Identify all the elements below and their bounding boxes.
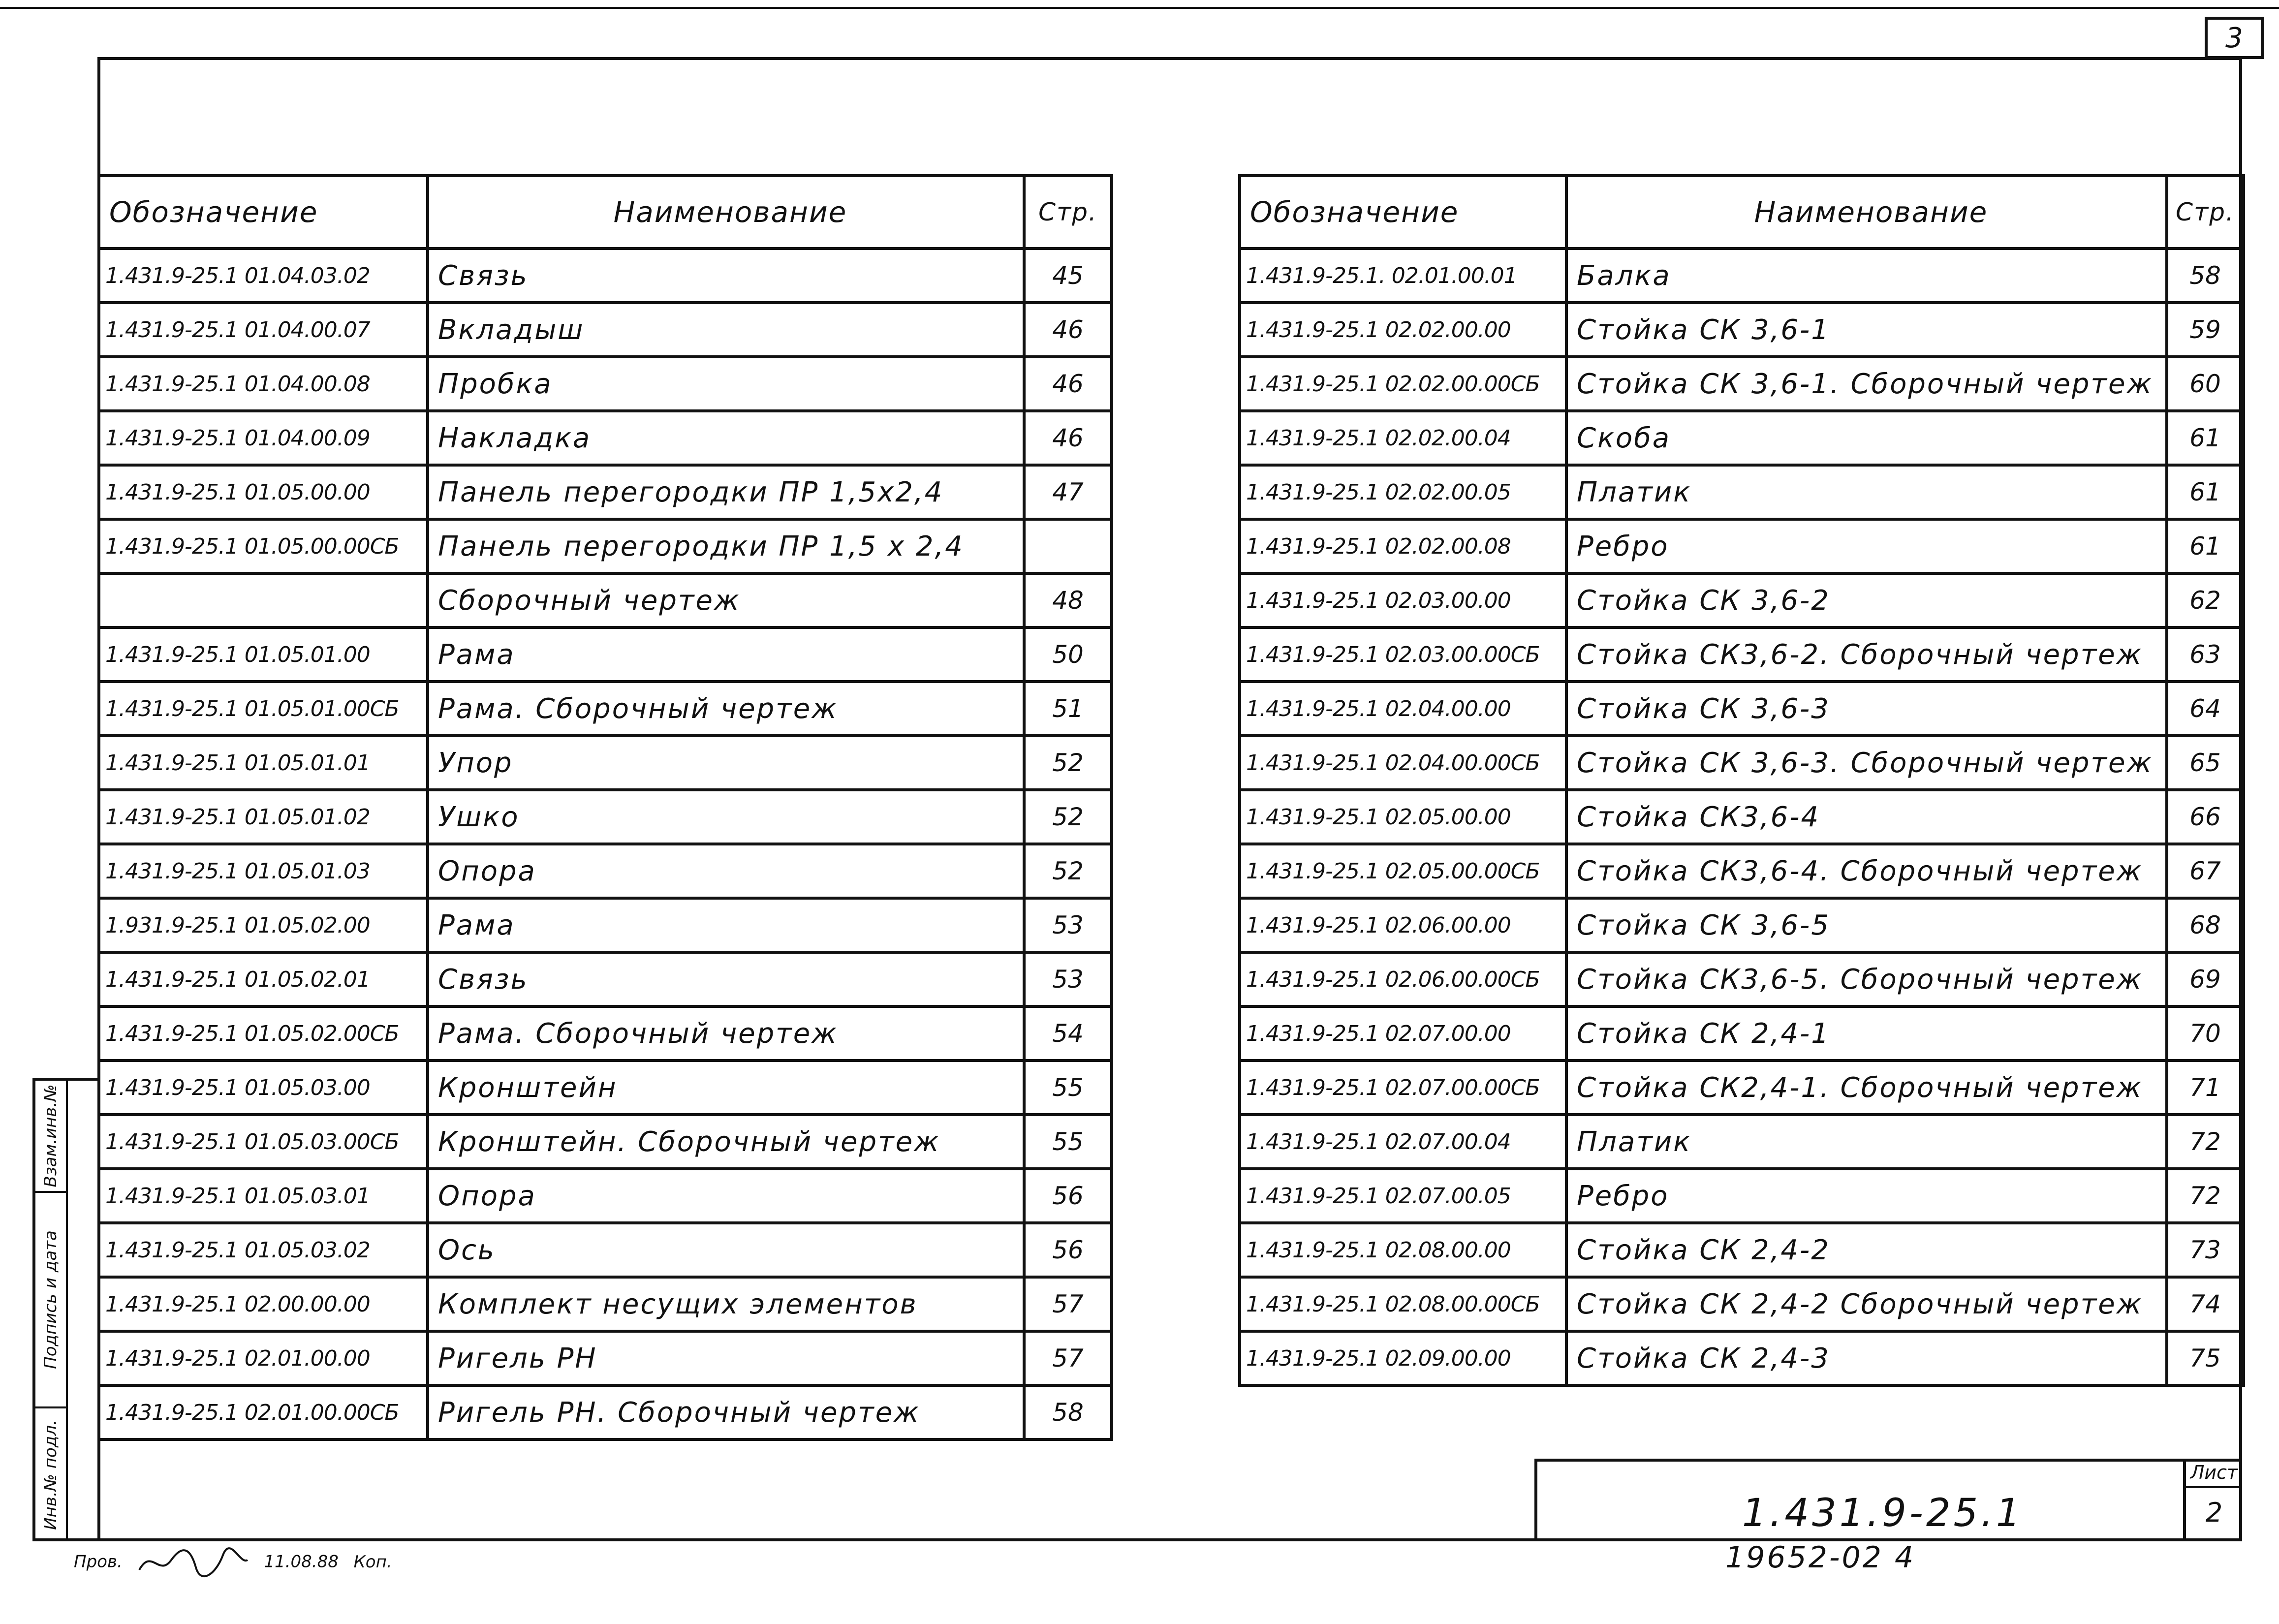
page-cell: 51 xyxy=(1024,682,1112,736)
name-cell: Стойка СК 2,4-2 Сборочный чертеж xyxy=(1566,1277,2167,1331)
document-code: 1.431.9-25.1 xyxy=(1742,1491,2024,1535)
name-cell: Стойка СК 2,4-2 xyxy=(1566,1223,2167,1277)
name-cell: Ригель РН. Сборочный чертеж xyxy=(428,1385,1024,1439)
table-row xyxy=(99,790,1112,844)
name-cell: Опора xyxy=(428,844,1024,898)
name-cell: Кронштейн xyxy=(428,1061,1024,1115)
table-row xyxy=(99,1385,1112,1439)
designation-cell: 1.431.9-25.1 02.07.00.00СБ xyxy=(1240,1061,1566,1115)
sheet-number: 2 xyxy=(2205,1497,2223,1528)
table-row xyxy=(1240,1331,2244,1385)
name-cell: Опора xyxy=(428,1169,1024,1223)
table-row xyxy=(1240,952,2244,1006)
designation-cell: 1.431.9-25.1 02.05.00.00 xyxy=(1240,790,1566,844)
designation-cell: 1.431.9-25.1 01.05.01.02 xyxy=(99,790,428,844)
designation-cell: 1.431.9-25.1 02.02.00.05 xyxy=(1240,465,1566,519)
side-stamp-original-inv xyxy=(35,1408,68,1541)
designation-cell: 1.431.9-25.1 02.07.00.04 xyxy=(1240,1115,1566,1169)
name-cell: Панель перегородки ПР 1,5 х 2,4 xyxy=(428,519,1024,573)
signature-role: Пров. xyxy=(74,1552,123,1572)
table-row xyxy=(1240,1115,2244,1169)
designation-cell: 1.431.9-25.1 01.05.03.00 xyxy=(99,1061,428,1115)
name-cell: Ушко xyxy=(428,790,1024,844)
designation-cell: 1.431.9-25.1 01.05.01.00 xyxy=(99,627,428,682)
designation-cell: 1.431.9-25.1 02.03.00.00 xyxy=(1240,573,1566,627)
page-cell: 59 xyxy=(2167,303,2244,357)
table-row xyxy=(99,736,1112,790)
header-page: Стр. xyxy=(1024,176,1112,249)
designation-cell: 1.431.9-25.1. 02.01.00.01 xyxy=(1240,249,1566,303)
name-cell: Рама xyxy=(428,898,1024,952)
table-row xyxy=(1240,573,2244,627)
table-row xyxy=(99,1061,1112,1115)
page-cell: 63 xyxy=(2167,627,2244,682)
table-row xyxy=(99,1115,1112,1169)
name-cell: Пробка xyxy=(428,357,1024,411)
table-row xyxy=(1240,736,2244,790)
sheet-label: Лист xyxy=(2186,1459,2242,1488)
designation-cell: 1.431.9-25.1 01.05.00.00СБ xyxy=(99,519,428,573)
table-row xyxy=(1240,249,2244,303)
table-row xyxy=(99,519,1112,573)
signature-date: 11.08.88 xyxy=(264,1552,339,1572)
designation-cell: 1.431.9-25.1 02.06.00.00СБ xyxy=(1240,952,1566,1006)
designation-cell: 1.431.9-25.1 02.02.00.08 xyxy=(1240,519,1566,573)
table-row xyxy=(1240,465,2244,519)
page-cell: 73 xyxy=(2167,1223,2244,1277)
page-cell: 64 xyxy=(2167,682,2244,736)
side-stamp-label: Взам.инв.№ xyxy=(41,1084,61,1187)
name-cell: Связь xyxy=(428,249,1024,303)
name-cell: Рама. Сборочный чертеж xyxy=(428,1006,1024,1061)
designation-cell: 1.431.9-25.1 01.05.01.01 xyxy=(99,736,428,790)
name-cell: Стойка СК 3,6-5 xyxy=(1566,898,2167,952)
name-cell: Ось xyxy=(428,1223,1024,1277)
page-cell: 55 xyxy=(1024,1115,1112,1169)
designation-cell: 1.431.9-25.1 01.05.01.00СБ xyxy=(99,682,428,736)
table-row xyxy=(99,573,1112,627)
name-cell: Скоба xyxy=(1566,411,2167,465)
table-row xyxy=(99,898,1112,952)
designation-cell: 1.431.9-25.1 02.06.00.00 xyxy=(1240,898,1566,952)
sheet-box xyxy=(2183,1459,2242,1541)
side-stamp-label: Инв.№ подл. xyxy=(41,1420,61,1530)
table-row xyxy=(99,411,1112,465)
designation-cell: 1.431.9-25.1 02.07.00.00 xyxy=(1240,1006,1566,1061)
page-cell: 67 xyxy=(2167,844,2244,898)
designation-cell: 1.431.9-25.1 02.02.00.00СБ xyxy=(1240,357,1566,411)
designation-cell: 1.431.9-25.1 02.02.00.00 xyxy=(1240,303,1566,357)
page-cell: 46 xyxy=(1024,357,1112,411)
table-row xyxy=(1240,682,2244,736)
designation-cell: 1.431.9-25.1 02.09.00.00 xyxy=(1240,1331,1566,1385)
signature-note: Коп. xyxy=(353,1552,392,1572)
name-cell: Вкладыш xyxy=(428,303,1024,357)
page-cell: 57 xyxy=(1024,1331,1112,1385)
page-cell: 61 xyxy=(2167,519,2244,573)
table-row xyxy=(1240,1169,2244,1223)
designation-cell: 1.431.9-25.1 01.04.00.08 xyxy=(99,357,428,411)
designation-cell: 1.431.9-25.1 01.04.03.02 xyxy=(99,249,428,303)
designation-cell: 1.431.9-25.1 01.05.01.03 xyxy=(99,844,428,898)
designation-cell: 1.431.9-25.1 01.04.00.09 xyxy=(99,411,428,465)
page-cell: 48 xyxy=(1024,573,1112,627)
designation-cell: 1.431.9-25.1 01.05.03.01 xyxy=(99,1169,428,1223)
designation-cell xyxy=(99,573,428,627)
name-cell: Комплект несущих элементов xyxy=(428,1277,1024,1331)
table-row xyxy=(99,465,1112,519)
right-spec-table xyxy=(1238,174,2245,1387)
page-cell: 46 xyxy=(1024,411,1112,465)
designation-cell: 1.431.9-25.1 02.08.00.00СБ xyxy=(1240,1277,1566,1331)
table-row xyxy=(1240,411,2244,465)
name-cell: Рама xyxy=(428,627,1024,682)
table-row xyxy=(99,682,1112,736)
page-cell: 53 xyxy=(1024,898,1112,952)
page-cell: 65 xyxy=(2167,736,2244,790)
designation-cell: 1.431.9-25.1 01.05.02.00СБ xyxy=(99,1006,428,1061)
designation-cell: 1.931.9-25.1 01.05.02.00 xyxy=(99,898,428,952)
designation-cell: 1.431.9-25.1 02.03.00.00СБ xyxy=(1240,627,1566,682)
name-cell: Стойка СК3,6-4. Сборочный чертеж xyxy=(1566,844,2167,898)
right-table-header xyxy=(1240,176,2244,249)
designation-cell: 1.431.9-25.1 02.04.00.00 xyxy=(1240,682,1566,736)
page-cell: 71 xyxy=(2167,1061,2244,1115)
table-row xyxy=(99,1006,1112,1061)
page-cell: 60 xyxy=(2167,357,2244,411)
designation-cell: 1.431.9-25.1 01.05.03.02 xyxy=(99,1223,428,1277)
name-cell: Стойка СК 3,6-3. Сборочный чертеж xyxy=(1566,736,2167,790)
page-cell: 50 xyxy=(1024,627,1112,682)
header-page: Стр. xyxy=(2167,176,2244,249)
table-row xyxy=(1240,357,2244,411)
table-row xyxy=(1240,1277,2244,1331)
page-cell: 52 xyxy=(1024,736,1112,790)
table-row xyxy=(99,627,1112,682)
page-cell: 70 xyxy=(2167,1006,2244,1061)
page-cell: 74 xyxy=(2167,1277,2244,1331)
page-cell: 54 xyxy=(1024,1006,1112,1061)
name-cell: Ригель РН xyxy=(428,1331,1024,1385)
name-cell: Ребро xyxy=(1566,1169,2167,1223)
name-cell: Стойка СК 2,4-1 xyxy=(1566,1006,2167,1061)
table-row xyxy=(99,1277,1112,1331)
table-row xyxy=(1240,844,2244,898)
table-row xyxy=(1240,627,2244,682)
table-row xyxy=(1240,1006,2244,1061)
designation-cell: 1.431.9-25.1 02.07.00.05 xyxy=(1240,1169,1566,1223)
page-cell: 57 xyxy=(1024,1277,1112,1331)
page-number: 3 xyxy=(2205,17,2264,59)
page-cell: 61 xyxy=(2167,465,2244,519)
designation-cell: 1.431.9-25.1 02.00.00.00 xyxy=(99,1277,428,1331)
table-row xyxy=(1240,1061,2244,1115)
name-cell: Стойка СК3,6-5. Сборочный чертеж xyxy=(1566,952,2167,1006)
designation-cell: 1.431.9-25.1 01.05.03.00СБ xyxy=(99,1115,428,1169)
table-row xyxy=(1240,303,2244,357)
table-row xyxy=(1240,898,2244,952)
name-cell: Платик xyxy=(1566,465,2167,519)
name-cell: Накладка xyxy=(428,411,1024,465)
header-designation: Обозначение xyxy=(99,176,428,249)
page-cell: 53 xyxy=(1024,952,1112,1006)
designation-cell: 1.431.9-25.1 02.05.00.00СБ xyxy=(1240,844,1566,898)
table-row xyxy=(99,1169,1112,1223)
left-table-header xyxy=(99,176,1112,249)
table-row xyxy=(1240,790,2244,844)
name-cell: Рама. Сборочный чертеж xyxy=(428,682,1024,736)
page-cell: 58 xyxy=(1024,1385,1112,1439)
page-cell: 68 xyxy=(2167,898,2244,952)
page-cell: 52 xyxy=(1024,844,1112,898)
name-cell: Кронштейн. Сборочный чертеж xyxy=(428,1115,1024,1169)
page-cell: 75 xyxy=(2167,1331,2244,1385)
name-cell: Стойка СК 3,6-2 xyxy=(1566,573,2167,627)
table-row xyxy=(99,952,1112,1006)
table-row xyxy=(99,1331,1112,1385)
name-cell: Связь xyxy=(428,952,1024,1006)
sheet-top-line xyxy=(0,7,2279,9)
side-stamp-signature-date xyxy=(35,1193,68,1408)
signature-line xyxy=(74,1545,392,1580)
page-cell: 55 xyxy=(1024,1061,1112,1115)
designation-cell: 1.431.9-25.1 01.04.00.07 xyxy=(99,303,428,357)
page-cell: 47 xyxy=(1024,465,1112,519)
name-cell: Стойка СК 2,4-3 xyxy=(1566,1331,2167,1385)
table-row xyxy=(99,249,1112,303)
page-cell: 52 xyxy=(1024,790,1112,844)
name-cell: Панель перегородки ПР 1,5х2,4 xyxy=(428,465,1024,519)
designation-cell: 1.431.9-25.1 01.05.00.00 xyxy=(99,465,428,519)
designation-cell: 1.431.9-25.1 02.02.00.04 xyxy=(1240,411,1566,465)
left-spec-table xyxy=(97,174,1113,1441)
side-stamp-replacement-inv xyxy=(35,1081,68,1193)
side-stamp-label: Подпись и дата xyxy=(41,1230,61,1369)
table-row xyxy=(1240,1223,2244,1277)
page-cell: 66 xyxy=(2167,790,2244,844)
page-cell: 61 xyxy=(2167,411,2244,465)
name-cell: Платик xyxy=(1566,1115,2167,1169)
page-cell: 62 xyxy=(2167,573,2244,627)
header-designation: Обозначение xyxy=(1240,176,1566,249)
page-cell: 69 xyxy=(2167,952,2244,1006)
designation-cell: 1.431.9-25.1 02.01.00.00СБ xyxy=(99,1385,428,1439)
page-cell: 56 xyxy=(1024,1169,1112,1223)
name-cell: Стойка СК 3,6-1. Сборочный чертеж xyxy=(1566,357,2167,411)
name-cell: Стойка СК2,4-1. Сборочный чертеж xyxy=(1566,1061,2167,1115)
page-cell: 72 xyxy=(2167,1169,2244,1223)
designation-cell: 1.431.9-25.1 02.08.00.00 xyxy=(1240,1223,1566,1277)
table-row xyxy=(99,1223,1112,1277)
header-name: Наименование xyxy=(1566,176,2167,249)
page-cell: 72 xyxy=(2167,1115,2244,1169)
table-row xyxy=(99,357,1112,411)
table-row xyxy=(1240,519,2244,573)
name-cell: Стойка СК 3,6-3 xyxy=(1566,682,2167,736)
page-cell: 56 xyxy=(1024,1223,1112,1277)
designation-cell: 1.431.9-25.1 02.04.00.00СБ xyxy=(1240,736,1566,790)
name-cell: Стойка СК3,6-4 xyxy=(1566,790,2167,844)
page-cell: 45 xyxy=(1024,249,1112,303)
name-cell: Стойка СК3,6-2. Сборочный чертеж xyxy=(1566,627,2167,682)
name-cell: Стойка СК 3,6-1 xyxy=(1566,303,2167,357)
handwritten-signature-icon xyxy=(137,1545,250,1580)
name-cell: Сборочный чертеж xyxy=(428,573,1024,627)
name-cell: Ребро xyxy=(1566,519,2167,573)
designation-cell: 1.431.9-25.1 01.05.02.01 xyxy=(99,952,428,1006)
header-name: Наименование xyxy=(428,176,1024,249)
name-cell: Балка xyxy=(1566,249,2167,303)
table-row xyxy=(99,303,1112,357)
name-cell: Упор xyxy=(428,736,1024,790)
page-cell xyxy=(1024,519,1112,573)
page-cell: 46 xyxy=(1024,303,1112,357)
side-stamp xyxy=(32,1078,97,1541)
archive-number: 19652-02 4 xyxy=(1725,1540,1916,1575)
page-cell: 58 xyxy=(2167,249,2244,303)
table-row xyxy=(99,844,1112,898)
designation-cell: 1.431.9-25.1 02.01.00.00 xyxy=(99,1331,428,1385)
